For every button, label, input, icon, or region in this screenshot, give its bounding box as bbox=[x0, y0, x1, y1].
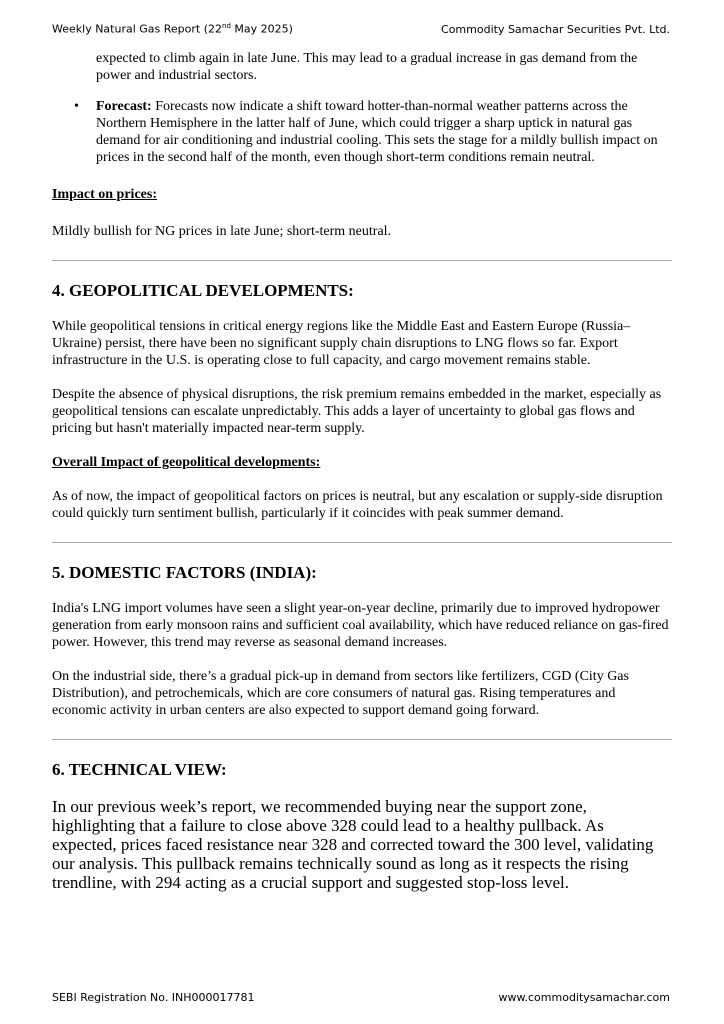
section-6-heading: 6. TECHNICAL VIEW: bbox=[52, 760, 227, 779]
website-url: www.commoditysamachar.com bbox=[498, 991, 670, 1004]
company-name: Commodity Samachar Securities Pvt. Ltd. bbox=[441, 22, 670, 36]
section-4-paragraph-1: While geopolitical tensions in critical energy regions like the Middle East and Eastern Europe (Russia–Ukraine) persist, there have been no significant supply chain disruptions to LNG flows so far. Export infrastructure in the U.S. is operating close to full capacity, and cargo movement remains stable. bbox=[52, 319, 631, 368]
forecast-text: Forecasts now indicate a shift toward hotter-than-normal weather patterns across the Northern Hemisphere in the latter half of June, which could trigger a sharp uptick in natural gas demand for air conditioning and industrial cooling. This sets the stage for a mildly bullish impact on prices in the second half of the month, even though short-term conditions remain neutral. bbox=[96, 99, 658, 165]
impact-heading: Impact on prices: bbox=[52, 187, 157, 202]
section-divider bbox=[52, 542, 672, 543]
forecast-label: Forecast: bbox=[96, 99, 152, 114]
section-5-heading: 5. DOMESTIC FACTORS (INDIA): bbox=[52, 563, 317, 582]
section-divider bbox=[52, 739, 672, 740]
continued-paragraph: expected to climb again in late June. This may lead to a gradual increase in gas demand from the power and industrial sectors. bbox=[96, 51, 638, 83]
section-divider bbox=[52, 260, 672, 261]
section-4-heading: 4. GEOPOLITICAL DEVELOPMENTS: bbox=[52, 281, 354, 300]
bullet-icon: • bbox=[74, 99, 79, 114]
forecast-bullet bbox=[52, 98, 672, 166]
section-5-paragraph-1: India's LNG import volumes have seen a slight year-on-year decline, primarily due to improved hydropower generation from early monsoon rains and sufficient coal availability, which have reduced reliance on gas-fired power. However, this trend may reverse as seasonal demand increases. bbox=[52, 601, 669, 650]
document-body bbox=[52, 50, 672, 892]
impact-text: Mildly bullish for NG prices in late June; short-term neutral. bbox=[52, 224, 392, 239]
section-4-paragraph-3: As of now, the impact of geopolitical factors on prices is neutral, but any escalation or supply-side disruption could quickly turn sentiment bullish, particularly if it coincides with peak summer demand. bbox=[52, 489, 663, 521]
page-header bbox=[52, 22, 670, 36]
sebi-registration: SEBI Registration No. INH000017781 bbox=[52, 991, 255, 1004]
section-6-paragraph-1: In our previous week’s report, we recommended buying near the support zone, highlighting that a failure to close above 328 could lead to a healthy pullback. As expected, prices faced resistance near 328 and corrected toward the 300 level, validating our analysis. This pullback remains technically sound as long as it respects the rising trendline, with 294 acting as a crucial support and suggested stop-loss level. bbox=[52, 797, 654, 892]
section-4-paragraph-2: Despite the absence of physical disruptions, the risk premium remains embedded in the market, especially as geopolitical tensions can escalate unpredictably. This adds a layer of uncertainty to global gas flows and pricing but hasn't materially impacted near-term supply. bbox=[52, 387, 662, 436]
section-4-subheading: Overall Impact of geopolitical developments: bbox=[52, 455, 321, 470]
page-footer bbox=[52, 991, 670, 1004]
report-title: Weekly Natural Gas Report (22nd May 2025) bbox=[52, 22, 293, 36]
section-5-paragraph-2: On the industrial side, there’s a gradual pick-up in demand from sectors like fertilizers, CGD (City Gas Distribution), and petrochemicals, which are core consumers of natural gas. Rising temperatures and economic activity in urban centers are also expected to support demand going forward. bbox=[52, 669, 629, 718]
bullet-list bbox=[52, 98, 672, 166]
